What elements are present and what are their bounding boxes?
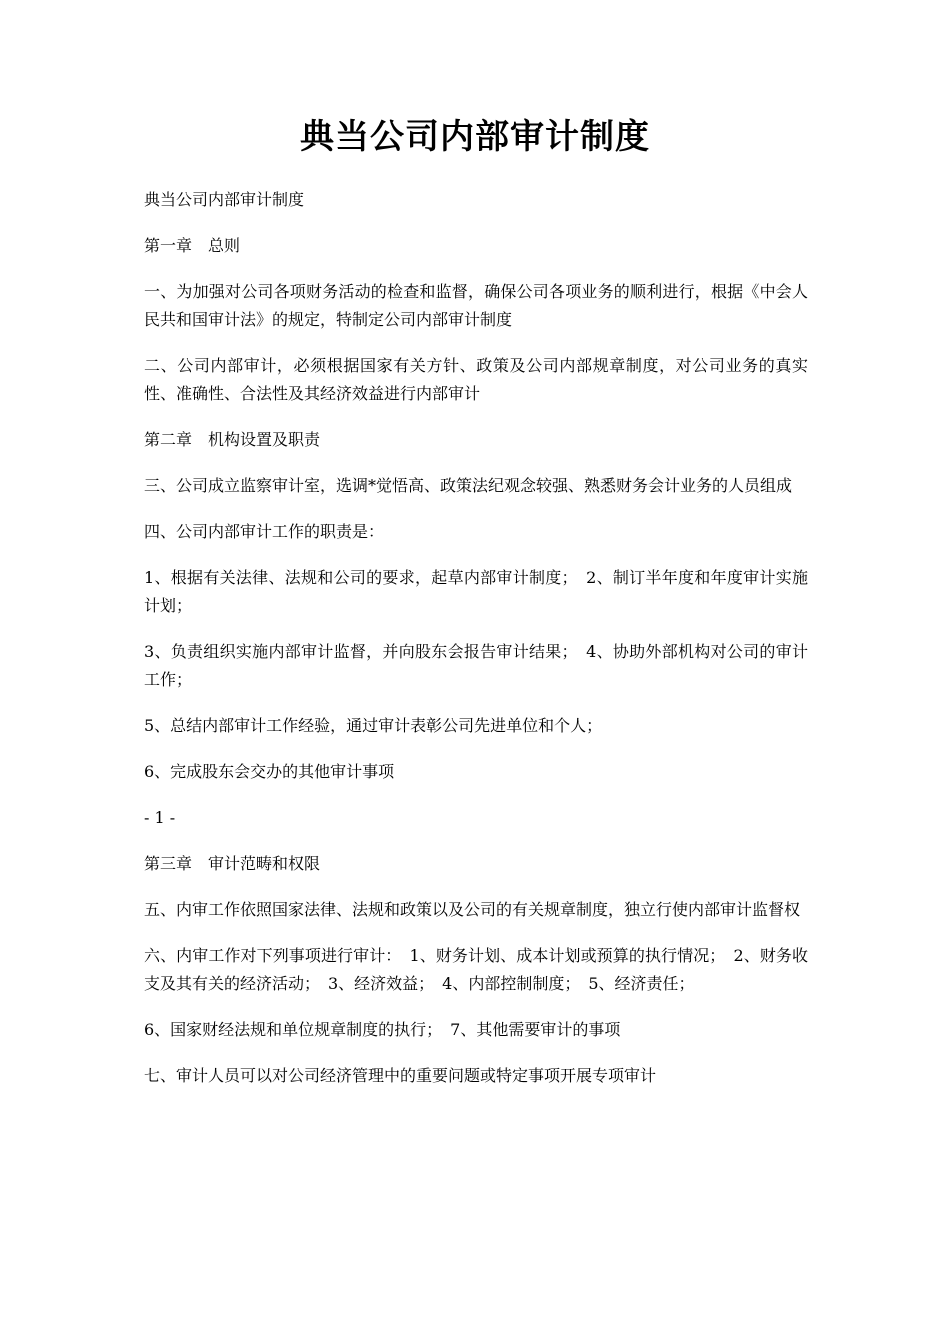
paragraph: 6、完成股东会交办的其他审计事项 [144, 762, 395, 781]
document-title: 典当公司内部审计制度 [300, 117, 650, 157]
chapter-heading-1: 第一章 总则 [144, 236, 241, 255]
paragraph: 三、公司成立监察审计室，选调*觉悟高、政策法纪观念较强、熟悉财务会计业务的人员组成 [144, 476, 793, 495]
paragraph: 七、审计人员可以对公司经济管理中的重要问题或特定事项开展专项审计 [144, 1066, 657, 1085]
paragraph: 六、内审工作对下列事项进行审计： 1、财务计划、成本计划或预算的执行情况； 2、财务收支及其有关的经济活动； 3、经济效益； 4、内部控制制度； 5、经济责任； [144, 946, 808, 993]
paragraph: 五、内审工作依照国家法律、法规和政策以及公司的有关规章制度，独立行使内部审计监督权 [144, 900, 801, 919]
chapter-heading-3: 第三章 审计范畴和权限 [144, 854, 321, 873]
paragraph: 一、为加强对公司各项财务活动的检查和监督，确保公司各项业务的顺利进行，根据《中会人民共和国审计法》的规定，特制定公司内部审计制度 [144, 282, 808, 329]
paragraph: 6、国家财经法规和单位规章制度的执行； 7、其他需要审计的事项 [144, 1020, 621, 1039]
paragraph: 3、负责组织实施内部审计监督，并向股东会报告审计结果； 4、协助外部机构对公司的审计工作； [144, 642, 808, 689]
page-number: - 1 - [144, 808, 176, 827]
paragraph: 1、根据有关法律、法规和公司的要求，起草内部审计制度； 2、制订半年度和年度审计实施计划； [144, 568, 808, 615]
chapter-heading-2: 第二章 机构设置及职责 [144, 430, 321, 449]
document-body [144, 186, 808, 1108]
paragraph: 四、公司内部审计工作的职责是： [144, 522, 385, 541]
paragraph-subtitle: 典当公司内部审计制度 [144, 190, 305, 209]
paragraph: 二、公司内部审计，必须根据国家有关方针、政策及公司内部规章制度，对公司业务的真实性、准确性、合法性及其经济效益进行内部审计 [144, 356, 808, 403]
paragraph: 5、总结内部审计工作经验，通过审计表彰公司先进单位和个人； [144, 716, 603, 735]
